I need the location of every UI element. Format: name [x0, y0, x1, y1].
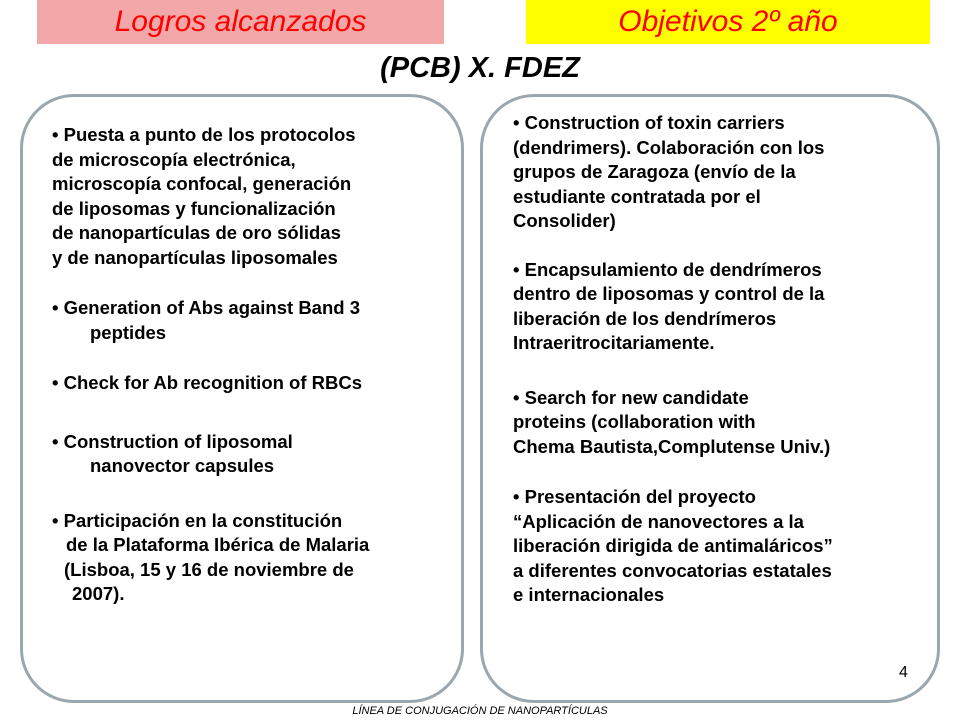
- right-bullet-item-line: dentro de liposomas y control de la: [513, 283, 825, 304]
- left-bullet-item: [52, 509, 457, 607]
- header-left-banner: Logros alcanzados: [37, 0, 444, 44]
- right-bullet-item-line: proteins (collaboration with: [513, 411, 756, 432]
- left-bullet-item-line: de la Plataforma Ibérica de Malaria: [66, 534, 370, 555]
- left-bullet-item-line: peptides: [90, 321, 167, 343]
- left-bullet-item-line: • Check for Ab recognition of RBCs: [52, 372, 363, 393]
- left-bullet-list: [52, 123, 457, 607]
- left-bullet-item-line: • Construction of liposomal: [52, 430, 293, 452]
- left-bullet-item-line: • Generation of Abs against Band 3: [52, 297, 361, 318]
- left-bullet-item-line: • Puesta a punto de los protocolos: [52, 124, 356, 145]
- left-bullet-item-line: microscopía confocal, generación: [52, 173, 352, 194]
- right-bullet-item-line: • Encapsulamiento de dendrímeros: [513, 258, 822, 280]
- left-bullet-item-line: de liposomas y funcionalización: [52, 197, 336, 219]
- right-bullet-item-line: estudiante contratada por el: [513, 185, 761, 207]
- right-bullet-item-line: e internacionales: [513, 584, 665, 605]
- right-bullet-item: [513, 111, 933, 234]
- left-bullet-item-line: de microscopía electrónica,: [52, 148, 296, 170]
- left-bullet-item: [52, 296, 457, 345]
- right-bullet-item-line: liberación dirigida de antimaláricos”: [513, 535, 833, 556]
- left-bullet-item: [52, 430, 457, 479]
- left-bullet-item-line: y de nanopartículas liposomales: [52, 246, 338, 268]
- left-bullet-item-line: • Participación en la constitución: [52, 509, 343, 531]
- left-bullet-item-line: (Lisboa, 15 y 16 de noviembre de: [64, 558, 354, 580]
- right-bullet-item-line: • Search for new candidate: [513, 386, 749, 408]
- page-number: 4: [899, 664, 908, 681]
- right-bullet-item-line: a diferentes convocatorias estatales: [513, 559, 832, 581]
- right-bullet-item-line: grupos de Zaragoza (envío de la: [513, 161, 796, 182]
- right-bullet-item: [513, 258, 933, 356]
- right-bullet-item-line: Consolider): [513, 210, 616, 231]
- footer: LÍNEA DE CONJUGACIÓN DE NANOPARTÍCULAS: [352, 705, 608, 717]
- right-bullet-item: [513, 485, 933, 608]
- right-bullet-item-line: • Construction of toxin carriers: [513, 112, 785, 133]
- left-bullet-item: [52, 371, 457, 396]
- right-bullet-item-line: Chema Bautista,Complutense Univ.): [513, 435, 831, 457]
- right-bullet-item-line: (dendrimers). Colaboración con los: [513, 136, 825, 158]
- left-bullet-item-line: de nanopartículas de oro sólidas: [52, 222, 341, 243]
- slide-title: (PCB) X. FDEZ: [380, 52, 580, 84]
- left-bullet-item-line: 2007).: [72, 583, 125, 604]
- right-bullet-item-line: liberación de los dendrímeros: [513, 307, 777, 329]
- right-bullet-item-line: “Aplicación de nanovectores a la: [513, 510, 804, 532]
- header-right-banner: Objetivos 2º año: [526, 0, 930, 44]
- right-bullet-item-line: • Presentación del proyecto: [513, 486, 756, 507]
- right-bullet-list: [513, 111, 933, 608]
- left-bullet-item: [52, 123, 457, 270]
- right-bullet-item: [513, 386, 933, 460]
- left-bullet-item-line: nanovector capsules: [90, 455, 275, 476]
- right-bullet-item-line: Intraeritrocitariamente.: [513, 332, 715, 353]
